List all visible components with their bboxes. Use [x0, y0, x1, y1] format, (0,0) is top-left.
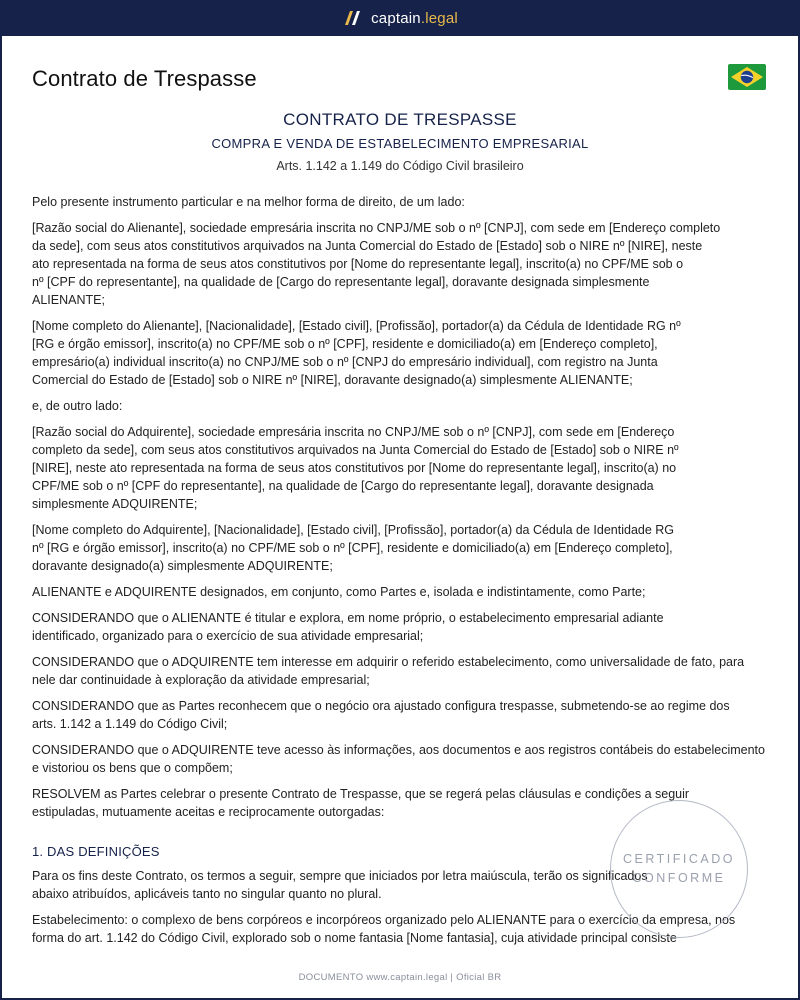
paragraph-line: CONSIDERANDO que o ADQUIRENTE teve acesso às informações, aos documentos e aos registros contábeis do estabelecimento [32, 743, 765, 757]
captain-logo-icon [342, 10, 362, 26]
contract-paragraph [32, 423, 768, 513]
brazil-flag-icon [728, 64, 766, 90]
paragraph-line: da sede], com seus atos constitutivos arquivados na Junta Comercial do Estado de [Estado] sob o NIRE nº [NIRE], neste [32, 239, 703, 253]
paragraph-line: CPF/ME sob o nº [CPF do representante], na qualidade de [Cargo do representante legal], doravante designada [32, 479, 654, 493]
paragraph-line: Para os fins deste Contrato, os termos a seguir, sempre que iniciados por letra maiúscula, terão os significados [32, 869, 648, 883]
paragraph-line: e, de outro lado: [32, 399, 123, 413]
paragraph-line: completo da sede], com seus atos constitutivos arquivados na Junta Comercial do Estado de [Estado] sob o NIRE nº [32, 443, 679, 457]
stamp-line-2: CONFORME [632, 871, 726, 885]
document-heading: CONTRATO DE TRESPASSE [283, 110, 517, 129]
preamble-paragraphs [32, 193, 768, 821]
contract-paragraph [32, 219, 768, 309]
paragraph-line: [Nome completo do Alienante], [Nacionalidade], [Estado civil], [Profissão], portador(a) da Cédula de Identidade RG nº [32, 319, 681, 333]
paragraph-line: CONSIDERANDO que o ALIENANTE é titular e explora, em nome próprio, o estabelecimento empresarial adiante [32, 611, 664, 625]
section-1-title: 1. DAS DEFINIÇÕES [32, 844, 160, 859]
paragraph-line: [NIRE], neste ato representada na forma de seus atos constitutivos por [Nome do representante legal], inscrito(a) no [32, 461, 677, 475]
document-subheading: COMPRA E VENDA DE ESTABELECIMENTO EMPRESARIAL [211, 136, 589, 151]
paragraph-line: empresário(a) individual inscrito(a) no CNPJ/ME sob o nº [CNPJ do empresário individual], com registro na Junta [32, 355, 658, 369]
contract-paragraph [32, 397, 768, 415]
paragraph-line: ALIENANTE e ADQUIRENTE designados, em conjunto, como Partes e, isolada e indistintamente, como Parte; [32, 585, 646, 599]
top-bar [0, 0, 800, 36]
paragraph-line: simplesmente ADQUIRENTE; [32, 497, 198, 511]
paragraph-line: Estabelecimento: o complexo de bens corpóreos e incorpóreos organizado pelo ALIENANTE para o exercício da empresa, nos [32, 913, 736, 927]
contract-paragraph [32, 521, 768, 575]
paragraph-line: Pelo presente instrumento particular e na melhor forma de direito, de um lado: [32, 195, 465, 209]
brand-tld: .legal [420, 9, 458, 27]
contract-paragraph [32, 653, 768, 689]
paragraph-line: RESOLVEM as Partes celebrar o presente Contrato de Trespasse, que se regerá pelas cláusulas e condições a seguir [32, 787, 690, 801]
paragraph-line: doravante designado(a) simplesmente ADQUIRENTE; [32, 559, 333, 573]
paragraph-line: CONSIDERANDO que o ADQUIRENTE tem interesse em adquirir o referido estabelecimento, como universalidade de fato, para [32, 655, 745, 669]
stamp-line-1: CERTIFICADO [623, 852, 735, 866]
paragraph-line: nº [CPF do representante], na qualidade de [Cargo do representante legal], doravante designada simplesmente [32, 275, 650, 289]
page-title: Contrato de Trespasse [32, 66, 257, 91]
certified-stamp [610, 800, 748, 938]
document-footer: DOCUMENTO www.captain.legal | Oficial BR [298, 972, 502, 983]
paragraph-line: CONSIDERANDO que as Partes reconhecem que o negócio ora ajustado configura trespasse, submetendo-se ao regime dos [32, 699, 730, 713]
paragraph-line: ALIENANTE; [32, 293, 105, 307]
paragraph-line: Comercial do Estado de [Estado] sob o NIRE nº [NIRE], doravante designado(a) simplesmente ALIENANTE; [32, 373, 633, 387]
legal-basis: Arts. 1.142 a 1.149 do Código Civil brasileiro [276, 159, 524, 173]
paragraph-line: [Nome completo do Adquirente], [Nacionalidade], [Estado civil], [Profissão], portador(a) da Cédula de Identidade RG [32, 523, 675, 537]
contract-paragraph [32, 317, 768, 389]
paragraph-line: e vistoriou os bens que o compõem; [32, 761, 233, 775]
paragraph-line: forma do art. 1.142 do Código Civil, explorado sob o nome fantasia [Nome fantasia], cuja atividade principal consiste [32, 931, 677, 945]
paragraph-line: nele dar continuidade à exploração da atividade empresarial; [32, 673, 370, 687]
paragraph-line: estipuladas, mutuamente aceitas e reciprocamente outorgadas: [32, 805, 385, 819]
paragraph-line: [RG e órgão emissor], inscrito(a) no CPF/ME sob o nº [CPF], residente e domiciliado(a) em [Endereço completo], [32, 337, 658, 351]
contract-paragraph [32, 697, 768, 733]
contract-paragraph [32, 193, 768, 211]
contract-paragraph [32, 609, 768, 645]
paragraph-line: [Razão social do Adquirente], sociedade empresária inscrita no CNPJ/ME sob o nº [CNPJ], com sede em [Endereço [32, 425, 675, 439]
paragraph-line: identificado, organizado para o exercício de sua atividade empresarial; [32, 629, 424, 643]
contract-paragraph [32, 741, 768, 777]
paragraph-line: nº [RG e órgão emissor], inscrito(a) no CPF/ME sob o nº [CPF], residente e domiciliado(a) em [Endereço completo], [32, 541, 673, 555]
paragraph-line: ato representada na forma de seus atos constitutivos por [Nome do representante legal], inscrito(a) no CPF/ME sob o [32, 257, 684, 271]
brand-name: captain [371, 9, 421, 27]
paragraph-line: [Razão social do Alienante], sociedade empresária inscrita no CNPJ/ME sob o nº [CNPJ], com sede em [Endereço completo [32, 221, 721, 235]
contract-paragraph [32, 583, 768, 601]
document-page [2, 36, 798, 998]
paragraph-line: abaixo atribuídos, aplicáveis tanto no singular quanto no plural. [32, 887, 382, 901]
paragraph-line: arts. 1.142 a 1.149 do Código Civil; [32, 717, 228, 731]
brand-logo[interactable] [342, 10, 458, 27]
